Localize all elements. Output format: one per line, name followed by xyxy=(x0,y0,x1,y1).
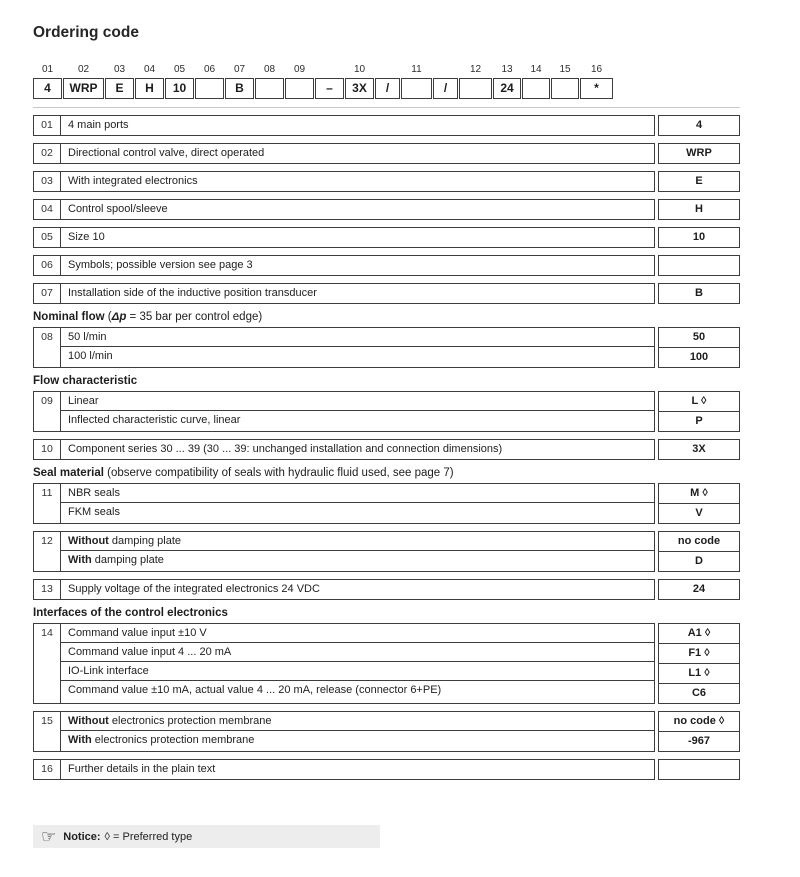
code-strip-cell xyxy=(315,63,344,99)
text-segment: Command value ±10 mA, actual value 4 ... 20 mA, release (connector 6+PE) xyxy=(68,684,442,696)
strip-position-label: 03 xyxy=(113,64,126,75)
strip-code-box: E xyxy=(105,78,134,99)
row-code: D xyxy=(658,551,740,572)
ordering-row-02 xyxy=(33,143,740,164)
row-descriptions xyxy=(61,624,654,703)
row-code xyxy=(658,759,740,780)
strip-position-label xyxy=(375,63,400,78)
row-code xyxy=(658,255,740,276)
row-code: -967 xyxy=(658,731,740,752)
row-description xyxy=(61,116,654,135)
row-number: 13 xyxy=(34,580,61,599)
row-code: A1 ◊ xyxy=(658,623,740,644)
text-segment: 100 l/min xyxy=(68,350,113,362)
strip-code-box: 10 xyxy=(165,78,194,99)
ordering-row-01 xyxy=(33,115,740,136)
text-segment: 50 l/min xyxy=(68,331,107,343)
ordering-row-14 xyxy=(33,623,740,704)
row-code: 4 xyxy=(658,115,740,136)
row-codes xyxy=(658,483,740,524)
code-strip-cell xyxy=(522,63,550,99)
row-number: 14 xyxy=(34,624,61,703)
notice-bar xyxy=(33,825,380,848)
row-codes xyxy=(658,227,740,248)
strip-code-box: / xyxy=(433,78,458,99)
row-left-box xyxy=(33,199,655,220)
row-codes xyxy=(658,115,740,136)
row-description xyxy=(61,760,654,779)
row-number: 03 xyxy=(34,172,61,191)
ordering-row-03 xyxy=(33,171,740,192)
code-strip-cell xyxy=(580,63,613,99)
ordering-row-13 xyxy=(33,579,740,600)
ordering-row-16 xyxy=(33,759,740,780)
text-segment: Δp xyxy=(111,311,127,323)
strip-code-box xyxy=(459,78,492,99)
ordering-row-15 xyxy=(33,711,740,752)
row-codes xyxy=(658,531,740,572)
row-code: 3X xyxy=(658,439,740,460)
ordering-row-06 xyxy=(33,255,740,276)
strip-code-box xyxy=(255,78,284,99)
code-strip xyxy=(33,63,740,99)
row-number: 02 xyxy=(34,144,61,163)
text-segment: Symbols; possible version see page 3 xyxy=(68,259,253,271)
row-left-box xyxy=(33,439,655,460)
ordering-row-11 xyxy=(33,483,740,524)
notice-text: ◊ = Preferred type xyxy=(104,830,193,843)
strip-position-label: 01 xyxy=(41,64,54,75)
row-number: 08 xyxy=(34,328,61,367)
strip-code-box: 4 xyxy=(33,78,62,99)
strip-code-box xyxy=(285,78,314,99)
row-codes xyxy=(658,623,740,704)
strip-position-label: 02 xyxy=(77,64,90,75)
row-left-box xyxy=(33,255,655,276)
row-descriptions xyxy=(61,200,654,219)
row-left-box xyxy=(33,171,655,192)
strip-code-box xyxy=(522,78,550,99)
strip-position-label: 05 xyxy=(173,64,186,75)
row-description xyxy=(61,228,654,247)
row-descriptions xyxy=(61,712,654,751)
text-segment: Inflected characteristic curve, linear xyxy=(68,414,241,426)
text-segment: Interfaces of the control electronics xyxy=(33,607,228,619)
row-codes xyxy=(658,579,740,600)
row-code: 10 xyxy=(658,227,740,248)
row-codes xyxy=(658,327,740,368)
row-number: 12 xyxy=(34,532,61,571)
row-descriptions xyxy=(61,228,654,247)
text-segment: With xyxy=(68,734,92,746)
text-segment: Command value input 4 ... 20 mA xyxy=(68,646,232,658)
row-left-box xyxy=(33,579,655,600)
text-segment: ( xyxy=(107,311,112,323)
text-segment: electronics protection membrane xyxy=(91,734,255,746)
ordering-row-07 xyxy=(33,283,740,304)
strip-code-box: / xyxy=(375,78,400,99)
horizontal-rule xyxy=(33,107,740,108)
strip-position-label: 10 xyxy=(353,64,366,75)
row-left-box xyxy=(33,531,655,572)
row-left-box xyxy=(33,227,655,248)
code-strip-cell xyxy=(551,63,579,99)
strip-position-label: 06 xyxy=(203,64,216,75)
strip-code-box: * xyxy=(580,78,613,99)
row-description xyxy=(61,256,654,275)
text-segment: Command value input ±10 V xyxy=(68,627,207,639)
row-code: no code xyxy=(658,531,740,552)
ordering-table xyxy=(33,115,740,780)
strip-position-label: 08 xyxy=(263,64,276,75)
row-left-box xyxy=(33,483,655,524)
row-description xyxy=(61,681,654,700)
row-code: M ◊ xyxy=(658,483,740,504)
row-descriptions xyxy=(61,328,654,367)
row-number: 15 xyxy=(34,712,61,751)
ordering-row-05 xyxy=(33,227,740,248)
strip-code-box xyxy=(401,78,432,99)
row-descriptions xyxy=(61,256,654,275)
row-description xyxy=(61,643,654,662)
row-descriptions xyxy=(61,580,654,599)
row-number: 09 xyxy=(34,392,61,431)
row-description xyxy=(61,200,654,219)
code-strip-cell xyxy=(493,63,521,99)
row-number: 07 xyxy=(34,284,61,303)
text-segment: damping plate xyxy=(108,535,181,547)
row-code: L ◊ xyxy=(658,391,740,412)
row-number: 16 xyxy=(34,760,61,779)
strip-code-box xyxy=(551,78,579,99)
row-left-box xyxy=(33,115,655,136)
strip-position-label: 14 xyxy=(530,64,542,75)
row-descriptions xyxy=(61,144,654,163)
strip-position-label: 09 xyxy=(293,64,306,75)
row-description xyxy=(61,503,654,522)
text-segment: Linear xyxy=(68,395,99,407)
ordering-row-09 xyxy=(33,391,740,432)
row-descriptions xyxy=(61,440,654,459)
row-code: C6 xyxy=(658,683,740,704)
row-code: H xyxy=(658,199,740,220)
row-code: V xyxy=(658,503,740,524)
strip-position-label: 13 xyxy=(501,64,513,75)
row-codes xyxy=(658,171,740,192)
strip-position-label: 04 xyxy=(143,64,156,75)
row-codes xyxy=(658,391,740,432)
row-number: 11 xyxy=(34,484,61,523)
strip-code-box xyxy=(195,78,224,99)
row-descriptions xyxy=(61,760,654,779)
section-header xyxy=(33,467,740,479)
code-strip-cell xyxy=(33,63,62,99)
code-strip-cell xyxy=(105,63,134,99)
text-segment: Component series 30 ... 39 (30 ... 39: unchanged installation and connection dimensions) xyxy=(68,443,503,455)
row-code: F1 ◊ xyxy=(658,643,740,664)
row-code: 24 xyxy=(658,579,740,600)
code-strip-cell xyxy=(433,63,458,99)
strip-position-label xyxy=(315,63,344,78)
row-codes xyxy=(658,255,740,276)
row-descriptions xyxy=(61,484,654,523)
strip-code-box: H xyxy=(135,78,164,99)
text-segment: Installation side of the inductive position transducer xyxy=(68,287,317,299)
row-description xyxy=(61,532,654,551)
row-codes xyxy=(658,143,740,164)
row-description xyxy=(61,392,654,411)
code-strip-cell xyxy=(63,63,104,99)
code-strip-cell xyxy=(135,63,164,99)
row-left-box xyxy=(33,327,655,368)
row-description xyxy=(61,284,654,303)
row-description xyxy=(61,551,654,570)
row-descriptions xyxy=(61,392,654,431)
text-segment: Nominal flow xyxy=(33,311,108,323)
row-descriptions xyxy=(61,532,654,571)
row-code: P xyxy=(658,411,740,432)
row-code: no code ◊ xyxy=(658,711,740,732)
text-segment: Further details in the plain text xyxy=(68,763,216,775)
row-code: L1 ◊ xyxy=(658,663,740,684)
notice-label: Notice: xyxy=(63,830,101,843)
strip-code-box: 24 xyxy=(493,78,521,99)
row-description xyxy=(61,731,654,750)
strip-code-box: – xyxy=(315,78,344,99)
row-codes xyxy=(658,439,740,460)
strip-code-box: B xyxy=(225,78,254,99)
row-description xyxy=(61,580,654,599)
code-strip-cell xyxy=(225,63,254,99)
row-description xyxy=(61,484,654,503)
row-description xyxy=(61,624,654,643)
text-segment: 4 main ports xyxy=(68,119,129,131)
strip-position-label xyxy=(433,63,458,78)
text-segment: Size 10 xyxy=(68,231,105,243)
code-strip-cell xyxy=(401,63,432,99)
ordering-row-10 xyxy=(33,439,740,460)
strip-code-box: WRP xyxy=(63,78,104,99)
row-code: 100 xyxy=(658,347,740,368)
text-segment: (observe compatibility of seals with hydraulic fluid used, see page 7) xyxy=(103,467,454,479)
page-title: Ordering code xyxy=(33,24,139,41)
row-descriptions xyxy=(61,172,654,191)
text-segment: FKM seals xyxy=(68,506,120,518)
code-strip-cell xyxy=(255,63,284,99)
ordering-row-04 xyxy=(33,199,740,220)
row-description xyxy=(61,411,654,430)
text-segment: Seal material xyxy=(33,467,104,479)
text-segment: Directional control valve, direct operated xyxy=(68,147,265,159)
row-description xyxy=(61,440,654,459)
row-description xyxy=(61,144,654,163)
text-segment: Flow characteristic xyxy=(33,375,138,387)
row-description xyxy=(61,347,654,366)
code-strip-cell xyxy=(165,63,194,99)
row-descriptions xyxy=(61,116,654,135)
row-number: 04 xyxy=(34,200,61,219)
row-left-box xyxy=(33,143,655,164)
text-segment: electronics protection membrane xyxy=(108,715,272,727)
row-number: 05 xyxy=(34,228,61,247)
row-left-box xyxy=(33,283,655,304)
text-segment: Without xyxy=(68,715,109,727)
strip-position-label: 16 xyxy=(590,64,603,75)
row-number: 06 xyxy=(34,256,61,275)
strip-position-label: 07 xyxy=(233,64,246,75)
text-segment: With integrated electronics xyxy=(68,175,198,187)
code-strip-cell xyxy=(345,63,374,99)
code-strip-cell xyxy=(285,63,314,99)
row-code: B xyxy=(658,283,740,304)
row-codes xyxy=(658,759,740,780)
code-strip-cell xyxy=(459,63,492,99)
text-segment: Without xyxy=(68,535,109,547)
row-number: 10 xyxy=(34,440,61,459)
text-segment: = 35 bar per control edge) xyxy=(126,311,263,323)
row-left-box xyxy=(33,623,655,704)
text-segment: NBR seals xyxy=(68,487,120,499)
row-code: WRP xyxy=(658,143,740,164)
pointing-hand-icon: ☞ xyxy=(41,827,57,846)
row-descriptions xyxy=(61,284,654,303)
ordering-row-12 xyxy=(33,531,740,572)
row-code: E xyxy=(658,171,740,192)
row-description xyxy=(61,662,654,681)
strip-position-label: 11 xyxy=(411,64,422,75)
row-codes xyxy=(658,199,740,220)
text-segment: damping plate xyxy=(91,554,164,566)
row-codes xyxy=(658,711,740,752)
code-strip-cell xyxy=(195,63,224,99)
text-segment: With xyxy=(68,554,92,566)
code-strip-cell xyxy=(375,63,400,99)
row-left-box xyxy=(33,711,655,752)
text-segment: Control spool/sleeve xyxy=(68,203,168,215)
text-segment: Supply voltage of the integrated electronics 24 VDC xyxy=(68,583,320,595)
strip-position-label: 12 xyxy=(469,64,482,75)
strip-code-box: 3X xyxy=(345,78,374,99)
row-left-box xyxy=(33,391,655,432)
row-code: 50 xyxy=(658,327,740,348)
ordering-row-08 xyxy=(33,327,740,368)
text-segment: IO-Link interface xyxy=(68,665,149,677)
row-description xyxy=(61,328,654,347)
section-header xyxy=(33,375,740,387)
strip-position-label: 15 xyxy=(559,64,571,75)
section-header xyxy=(33,607,740,619)
row-description xyxy=(61,172,654,191)
row-left-box xyxy=(33,759,655,780)
section-header xyxy=(33,311,740,323)
row-description xyxy=(61,712,654,731)
row-number: 01 xyxy=(34,116,61,135)
row-codes xyxy=(658,283,740,304)
